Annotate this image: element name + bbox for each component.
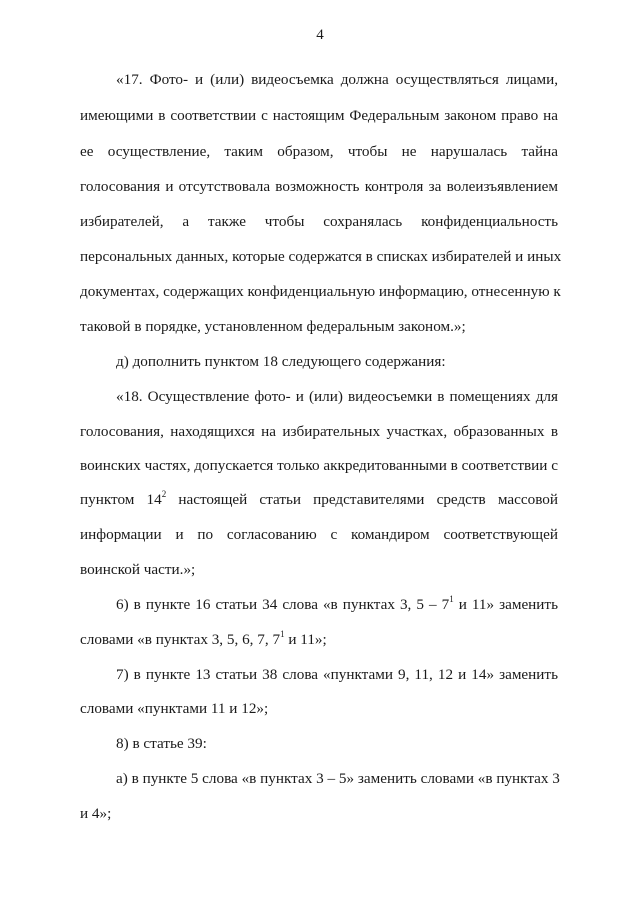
text-line: документах, содержащих конфиденциальную информацию, отнесенную к xyxy=(80,283,561,300)
text-line: ее осуществление, таким образом, чтобы не нарушалась тайна xyxy=(80,143,558,160)
text-line: 8) в статье 39: xyxy=(116,735,207,752)
text-line: голосования и отсутствовала возможность контроля за волеизъявлением xyxy=(80,178,558,195)
text-line: а) в пункте 5 слова «в пунктах 3 – 5» заменить словами «в пунктах 3 xyxy=(116,770,560,787)
text-line: словами «в пунктах 3, 5, 6, 7, $7^1$ и 11»; xyxy=(80,628,327,648)
text-line: 6) в пункте 16 статьи 34 слова «в пунктах 3, $5 - 7^1$ и 11» заменить xyxy=(116,593,558,613)
text-line: «18. Осуществление фото- и (или) видеосъемки в помещениях для xyxy=(116,388,558,405)
text-line: словами «пунктами 11 и 12»; xyxy=(80,700,269,717)
page-number: 4 xyxy=(316,27,324,43)
text-line: имеющими в соответствии с настоящим Федеральным законом право на xyxy=(80,107,558,124)
text-line: 7) в пункте 13 статьи 38 слова «пунктами 9, 11, 12 и 14» заменить xyxy=(116,666,558,683)
text-line: голосования, находящихся на избирательных участках, образованных в xyxy=(80,423,558,440)
text-line: пунктом $14^2$ настоящей статьи представителями средств массовой xyxy=(80,488,558,508)
text-line: персональных данных, которые содержатся в списках избирателей и иных xyxy=(80,248,562,265)
text-line: таковой в порядке, установленном федеральным законом.»; xyxy=(80,318,466,335)
text-line: воинской части.»; xyxy=(80,561,196,578)
text-line: д) дополнить пунктом 18 следующего содержания: xyxy=(116,353,446,370)
text-line: «17. Фото- и (или) видеосъемка должна осуществляться лицами, xyxy=(116,71,558,88)
text-line: информации и по согласованию с командиром соответствующей xyxy=(80,526,558,543)
text-line: избирателей, а также чтобы сохранялась конфиденциальность xyxy=(80,213,558,230)
text-line: и 4»; xyxy=(80,805,112,822)
text-line: воинских частях, допускается только аккредитованными в соответствии с xyxy=(80,457,558,474)
